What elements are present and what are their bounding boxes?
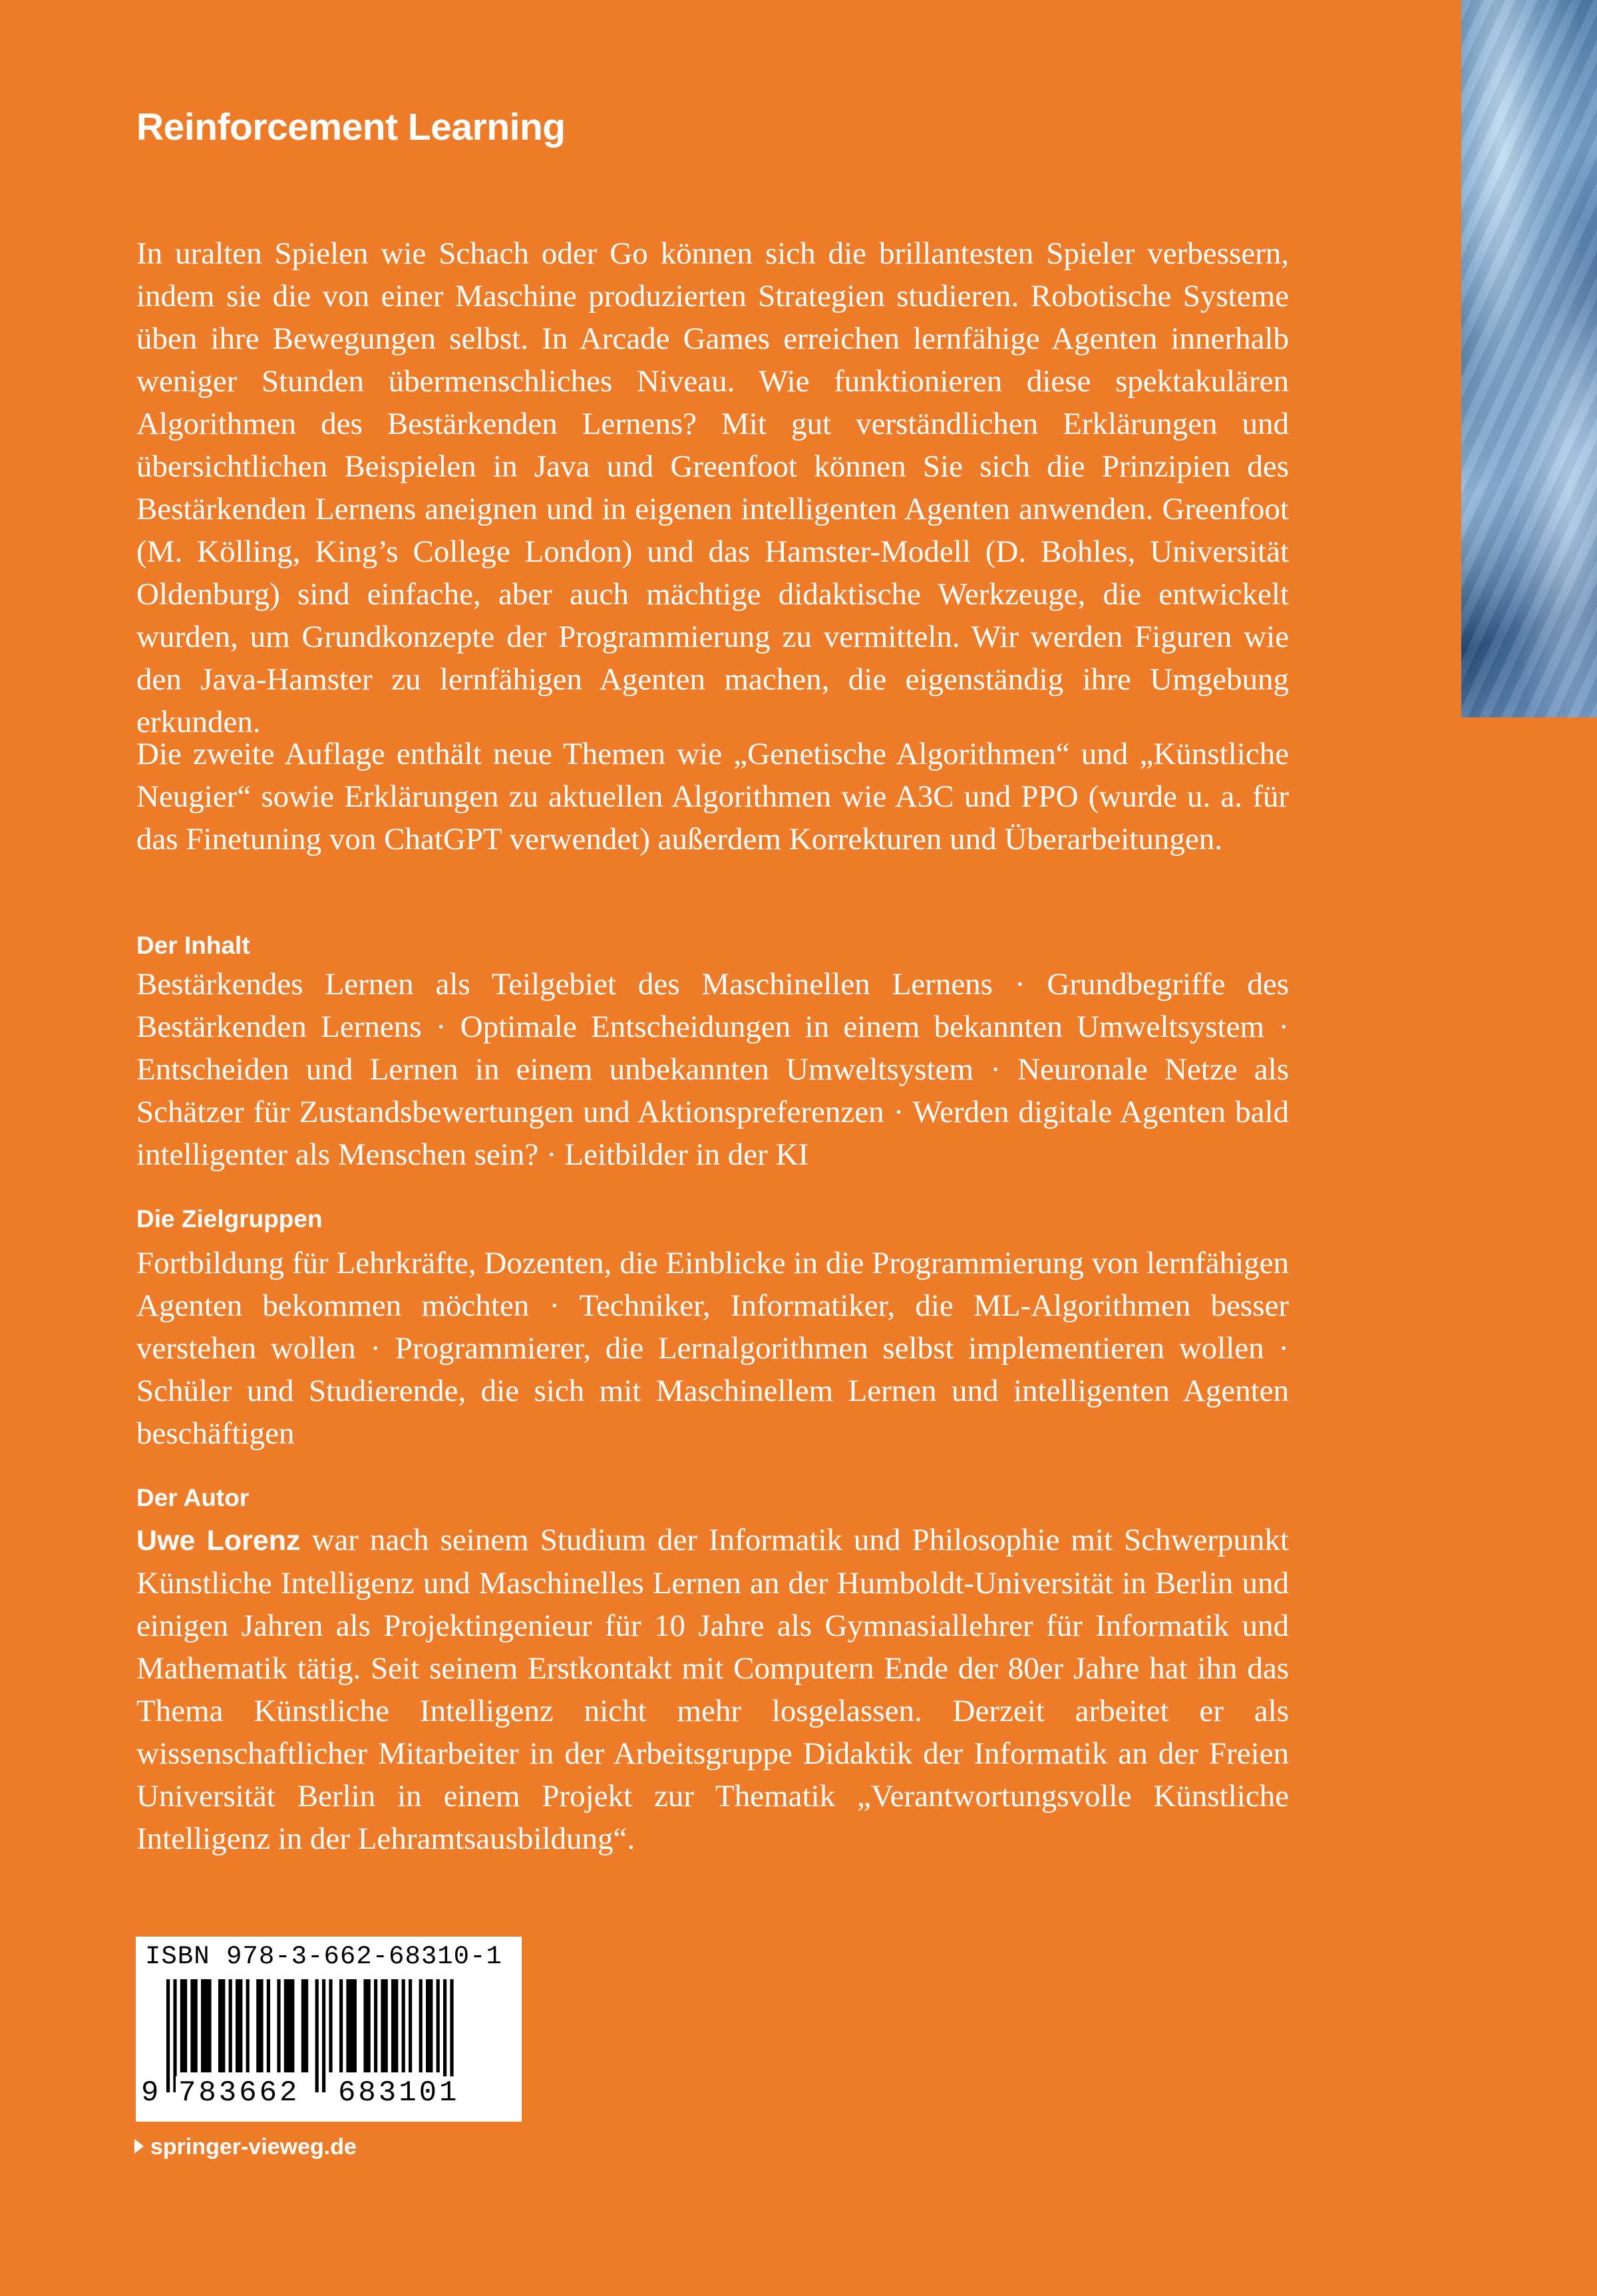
text-autor <box>136 1519 1289 1860</box>
barcode-bar <box>339 1979 343 2072</box>
text-zielgruppen: Fortbildung für Lehrkräfte, Dozenten, die Einblicke in die Programmierung von lernfähigen Agenten bekommen möchten · Techniker, Informatiker, die ML-Algorithmen besser verstehen wollen · Programmierer, die Lernalgorithmen selbst implementieren wollen · Schüler und Studierende, die sich mit Maschinellem Lernen und intelligenten Agenten beschäftigen <box>136 1246 1289 1451</box>
barcode-bar <box>246 1979 250 2072</box>
text-inhalt: Bestärkendes Lernen als Teilgebiet des Maschinellen Lernens · Grundbegriffe des Bestärkenden Lernens · Optimale Entscheidungen in einem bekannten Umweltsystem · Entscheiden und Lernen in einem unbekannten Umweltsystem · Neuronale Netze als Schätzer für Zustandsbewertungen und Aktionspreferenzen · Werden digitale Agenten bald intelligenter als Menschen sein? · Leitbilder in der KI <box>136 967 1289 1172</box>
barcode-bar <box>346 1979 357 2072</box>
barcode-bar <box>190 1979 197 2072</box>
heading-autor: Der Autor <box>136 1484 250 1511</box>
barcode-bar <box>229 1979 232 2072</box>
cover-art-image <box>1461 0 1597 717</box>
publisher-url: springer-vieweg.de <box>150 2134 357 2160</box>
intro-paragraph-2: Die zweite Auflage enthält neue Themen wie „Genetische Algorithmen“ und „Künstliche Neugier“ sowie Erklärungen zu aktuellen Algorithmen wie A3C und PPO (wurde u. a. für das Finetuning von ChatGPT verwendet) außerdem Korrekturen und Überarbeitungen. <box>136 737 1289 857</box>
publisher-link[interactable] <box>134 2134 357 2160</box>
heading-inhalt: Der Inhalt <box>136 932 250 959</box>
barcode-bar <box>437 1979 440 2072</box>
author-name: Uwe Lorenz <box>136 1525 301 1557</box>
barcode-bar <box>236 1979 242 2072</box>
barcode-bar <box>301 1979 308 2072</box>
barcode-digits-right: 683101 <box>335 2076 462 2110</box>
barcode-bar <box>381 1979 387 2072</box>
barcode-bar <box>363 1979 370 2072</box>
barcode-digits-left: 783662 <box>176 2076 302 2110</box>
intro-paragraph-1: In uralten Spielen wie Schach oder Go können sich die brillantesten Spieler verbessern, indem sie die von einer Maschine produzierten Strategien studieren. Robotische Systeme üben ihre Bewegungen selbst. In Arcade Games erreichen lernfähige Agenten innerhalb weniger Stunden übermenschliches Niveau. Wie funktionieren diese spektakulären Algorithmen des Bestärkenden Lernens? Mit gut verständlichen Erklärungen und übersichtlichen Beispielen in Java und Greenfoot können Sie sich die Prinzipien des Bestärkenden Lernens aneignen und in eigenen intelligenten Agenten anwenden. Greenfoot (M. Kölling, King’s College London) und das Hamster-Modell (D. Bohles, Universität Oldenburg) sind einfache, aber auch mächtige didaktische Werkzeuge, die entwickelt wurden, um Grundkonzepte der Programmierung zu vermitteln. Wir werden Figuren wie den Java-Hamster zu lernfähigen Agenten machen, die eigenständig ihre Umgebung erkunden. <box>136 236 1289 739</box>
barcode-digit-first: 9 <box>141 2076 159 2110</box>
isbn-label: ISBN 978-3-662-68310-1 <box>145 1942 502 1971</box>
barcode-bar <box>284 1979 295 2072</box>
barcode-bar <box>277 1979 280 2072</box>
barcode-bar <box>391 1979 398 2072</box>
barcode-bar <box>201 1979 212 2072</box>
author-bio: war nach seinem Studium der Informatik und Philosophie mit Schwerpunkt Künstliche Intelligenz und Maschinelles Lernen an der Humboldt-Universität in Berlin und einigen Jahren als Projektingenieur für 10 Jahre als Gymnasiallehrer für Informatik und Mathematik tätig. Seit seinem Erstkontakt mit Computern Ende der 80er Jahre hat ihn das Thema Künstliche Intelligenz nicht mehr losgelassen. Derzeit arbeitet er als wissenschaftlicher Mitarbeiter in der Arbeitsgruppe Didaktik der Informatik an der Freien Universität Berlin in einem Projekt zur Thematik „Verantwortungsvolle Künstliche Intelligenz in der Lehramtsausbildung“. <box>136 1523 1289 1856</box>
arrow-icon <box>134 2139 144 2154</box>
barcode-bar <box>256 1979 263 2072</box>
heading-zielgruppen: Die Zielgruppen <box>136 1205 323 1233</box>
barcode-bar <box>329 1979 332 2072</box>
barcode-bar <box>409 1979 412 2072</box>
barcode-bar <box>419 1979 423 2072</box>
barcode-bar <box>267 1979 270 2072</box>
barcode-bar <box>374 1979 377 2072</box>
barcode-bar <box>426 1979 433 2072</box>
book-title: Reinforcement Learning <box>136 106 566 148</box>
barcode-bar <box>180 1979 187 2072</box>
barcode-bar <box>218 1979 225 2072</box>
barcode-bar <box>402 1979 405 2072</box>
isbn-barcode <box>136 1937 522 2122</box>
barcode-digits <box>136 2070 522 2110</box>
